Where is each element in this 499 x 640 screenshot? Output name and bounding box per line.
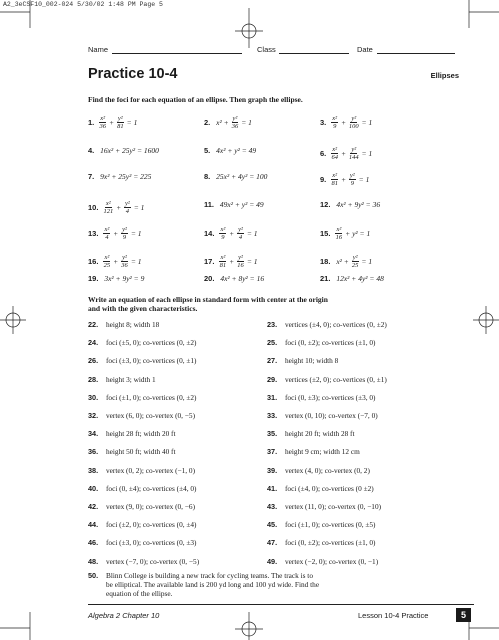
equation-text: = 1	[124, 118, 140, 127]
problem-number: 29.	[267, 374, 278, 384]
equation-text: = 1	[128, 257, 144, 266]
problem-number: 31.	[267, 392, 278, 402]
equation-number: 17.	[204, 257, 215, 266]
problem-item	[267, 520, 375, 529]
problem-text: height 8; width 18	[106, 320, 160, 329]
fraction: $\frac{\text{x²}}{4}$	[104, 226, 110, 241]
footer-lesson: Lesson 10-4 Practice	[358, 611, 429, 620]
equation-text: +	[227, 229, 237, 238]
equation-text: 25x² + 4y² = 100	[214, 172, 270, 181]
equation-text: +	[111, 229, 121, 238]
problem-number: 28.	[88, 374, 99, 384]
date-label: Date	[357, 45, 373, 54]
equation-text: + y² = 1	[343, 229, 373, 238]
problem-item	[88, 557, 199, 566]
problem-item	[267, 538, 375, 547]
equation-number: 3.	[320, 118, 327, 127]
equation-text: +	[339, 149, 348, 158]
problem-item	[88, 502, 195, 511]
fraction: $\frac{\text{y²}}{36}$	[121, 254, 128, 269]
equation-text: x² +	[334, 257, 351, 266]
page-title: Practice 10-4	[88, 66, 178, 82]
problem-number: 22.	[88, 320, 99, 329]
fraction: $\frac{\text{y²}}{4}$	[238, 226, 243, 241]
problem-text: height 20 ft; width 28 ft	[285, 429, 355, 439]
fraction: $\frac{\text{x²}}{9}$	[220, 226, 226, 241]
problem-number: 23.	[267, 320, 278, 329]
problem-item	[88, 484, 196, 493]
equation-item	[88, 274, 146, 283]
equation-number: 18.	[320, 257, 331, 266]
problem-text: foci (0, ±2); co-vertices (±1, 0)	[285, 538, 376, 548]
equation-text: = 1	[359, 118, 375, 127]
equation-text: 16x² + 25y² = 1600	[98, 146, 161, 155]
problem-number: 41.	[267, 483, 278, 493]
equation-item	[204, 254, 259, 269]
equation-text: = 1	[359, 257, 374, 266]
problem-number: 26.	[88, 356, 99, 366]
equation-item	[88, 254, 143, 269]
problem-item	[88, 375, 156, 384]
problem-number: 32.	[88, 411, 99, 420]
equation-item	[320, 172, 371, 187]
equation-text: 4x² + y² = 49	[214, 146, 259, 155]
problem-50-line: equation of the ellipse.	[106, 589, 173, 598]
instructions-standard-form: Write an equation of each ellipse in standard form with center at the origin and with the given characteristics.	[88, 295, 328, 313]
problem-number: 35.	[267, 429, 278, 439]
problem-item	[267, 320, 387, 329]
problem-text: foci (0, ±4); co-vertices (±4, 0)	[106, 483, 197, 493]
problem-item	[267, 466, 370, 475]
problem-text: vertices (±4, 0); co-vertices (0, ±2)	[285, 320, 387, 329]
problem-item	[267, 375, 387, 384]
equation-number: 20.	[204, 274, 215, 283]
problem-text: height 50 ft; width 40 ft	[106, 447, 176, 457]
equation-item	[88, 172, 153, 181]
problem-item	[267, 356, 338, 365]
problem-number: 27.	[267, 356, 278, 366]
equation-text: 9x² + 25y² = 225	[98, 172, 154, 181]
equation-number: 4.	[88, 146, 95, 155]
problem-number: 36.	[88, 447, 99, 457]
equation-item	[320, 146, 374, 161]
problem-number: 43.	[267, 502, 278, 511]
fraction: $\frac{\text{y²}}{144}$	[348, 146, 359, 161]
equation-number: 2.	[204, 118, 211, 127]
equation-number: 13.	[88, 229, 99, 238]
equation-number: 14.	[204, 229, 215, 238]
problem-text: vertex (0, 2); co-vertex (−1, 0)	[106, 465, 196, 475]
problem-number: 44.	[88, 520, 99, 530]
equation-text: 3x² + 9y² = 9	[102, 274, 147, 283]
problem-item	[267, 484, 374, 493]
equation-item	[320, 274, 386, 283]
fraction: $\frac{\text{y²}}{100}$	[348, 115, 359, 130]
equation-number: 11.	[204, 200, 215, 209]
print-slug: A2_3eCSF10_002-024 5/30/02 1:48 PM Page 5	[3, 1, 163, 8]
fraction: $\frac{\text{y²}}{81}$	[117, 115, 124, 130]
problem-item	[267, 447, 360, 456]
equation-text: +	[339, 175, 348, 184]
problem-number: 47.	[267, 538, 278, 548]
problem-text: foci (±3, 0); co-vertices (0, ±1)	[106, 356, 197, 366]
class-field[interactable]	[279, 53, 349, 54]
problem-text: foci (±5, 0); co-vertices (0, ±2)	[106, 338, 197, 348]
fraction: $\frac{\text{x²}}{9}$	[332, 115, 338, 130]
problem-number: 40.	[88, 483, 99, 493]
problem-text: height 28 ft; width 20 ft	[106, 429, 176, 439]
problem-number: 50.	[88, 571, 99, 580]
equation-item	[88, 200, 146, 215]
problem-item	[267, 393, 375, 402]
equation-text: +	[107, 118, 116, 127]
fraction: $\frac{\text{x²}}{81}$	[219, 254, 227, 269]
problem-number: 30.	[88, 392, 99, 402]
problem-50	[88, 571, 319, 598]
problem-item	[267, 411, 378, 420]
problem-text: vertex (−2, 0); co-vertex (0, −1)	[285, 556, 379, 566]
equation-text: x² +	[214, 118, 231, 127]
page-number: 5	[456, 608, 471, 622]
instructions-foci: Find the foci for each equation of an ellipse. Then graph the ellipse.	[88, 95, 303, 104]
equation-item	[88, 146, 161, 155]
problem-number: 25.	[267, 338, 278, 348]
date-field[interactable]	[377, 53, 455, 54]
problem-item	[88, 429, 176, 438]
footer-book: Algebra 2 Chapter 10	[88, 611, 160, 620]
problem-number: 33.	[267, 411, 278, 420]
problem-number: 38.	[88, 465, 99, 475]
problem-item	[267, 557, 378, 566]
problem-text: height 3; width 1	[106, 374, 156, 384]
problem-item	[267, 338, 375, 347]
problem-number: 42.	[88, 502, 99, 511]
equation-number: 16.	[88, 257, 99, 266]
fraction: $\frac{\text{y²}}{4}$	[125, 200, 130, 215]
problem-text: foci (±3, 0); co-vertices (0, ±3)	[106, 538, 197, 548]
equation-text: 4x² + 9y² = 36	[334, 200, 382, 209]
equation-number: 6.	[320, 149, 327, 158]
problem-text: vertex (9, 0); co-vertex (0, −6)	[106, 502, 196, 511]
problem-item	[88, 411, 195, 420]
equation-text: = 1	[359, 149, 375, 158]
problem-text: foci (±1, 0); co-vertices (0, ±5)	[285, 520, 376, 530]
equation-item	[88, 115, 139, 130]
equation-item	[204, 172, 269, 181]
problem-text: vertex (4, 0); co-vertex (0, 2)	[285, 465, 370, 475]
fraction: $\frac{\text{y²}}{16}$	[237, 254, 244, 269]
equation-text: +	[114, 203, 123, 212]
problem-item	[267, 502, 381, 511]
problem-item	[88, 393, 196, 402]
equation-item	[320, 254, 374, 269]
equation-text: 49x² + y² = 49	[218, 200, 266, 209]
problem-number: 48.	[88, 556, 99, 566]
problem-item	[88, 320, 159, 329]
equation-number: 9.	[320, 175, 327, 184]
equation-text: = 1	[131, 203, 147, 212]
equation-item	[320, 200, 382, 209]
problem-text: vertex (0, 10); co-vertex (−7, 0)	[285, 411, 378, 420]
problem-number: 34.	[88, 429, 99, 439]
fraction: $\frac{\text{y²}}{36}$	[231, 115, 239, 130]
problem-text: vertex (6, 0); co-vertex (0, −5)	[106, 411, 196, 420]
problem-number: 37.	[267, 447, 278, 457]
equation-number: 12.	[320, 200, 331, 209]
equation-number: 5.	[204, 146, 211, 155]
fraction: $\frac{\text{x²}}{81}$	[331, 172, 338, 187]
equation-text: +	[227, 257, 237, 266]
equation-item	[320, 226, 372, 241]
equation-number: 10.	[88, 203, 99, 212]
fraction: $\frac{\text{y²}}{9}$	[349, 172, 355, 187]
equation-text: +	[339, 118, 348, 127]
equation-text: 4x² + 8y² = 16	[218, 274, 266, 283]
problem-text: foci (±1, 0); co-vertices (0, ±2)	[106, 392, 197, 402]
equation-item	[204, 200, 266, 209]
problem-text: foci (±2, 0); co-vertices (0, ±4)	[106, 520, 197, 530]
equation-item	[204, 146, 258, 155]
problem-text: height 10; width 8	[285, 356, 339, 366]
fraction: $\frac{\text{y²}}{9}$	[122, 226, 127, 241]
problem-number: 46.	[88, 538, 99, 548]
equation-item	[88, 226, 143, 241]
problem-text: height 9 cm; width 12 cm	[285, 447, 360, 457]
equation-item	[204, 274, 266, 283]
problem-text: foci (0, ±3); co-vertices (±3, 0)	[285, 392, 376, 402]
problem-item	[88, 520, 196, 529]
problem-item	[88, 338, 196, 347]
equation-text: = 1	[128, 229, 144, 238]
equation-number: 7.	[88, 172, 95, 181]
fraction: $\frac{\text{x²}}{64}$	[331, 146, 338, 161]
fraction: $\frac{\text{x²}}{16}$	[335, 226, 343, 241]
problem-number: 45.	[267, 520, 278, 530]
equation-text: = 1	[244, 257, 260, 266]
equation-text: = 1	[356, 175, 372, 184]
fraction: $\frac{\text{x²}}{121}$	[103, 200, 114, 215]
problem-50-line: Blinn College is building a new track for cycling teams. The track is to	[106, 571, 313, 580]
equation-item	[204, 226, 259, 241]
name-field[interactable]	[112, 53, 242, 54]
problem-item	[88, 538, 196, 547]
equation-text: = 1	[239, 118, 254, 127]
equation-number: 19.	[88, 274, 99, 283]
problem-item	[88, 447, 176, 456]
equation-number: 1.	[88, 118, 95, 127]
equation-number: 8.	[204, 172, 211, 181]
problem-text: foci (0, ±2); co-vertices (±1, 0)	[285, 338, 376, 348]
problem-text: vertex (11, 0); co-vertex (0, −10)	[285, 502, 382, 511]
equation-number: 15.	[320, 229, 331, 238]
footer-rule	[88, 604, 474, 605]
problem-item	[88, 356, 196, 365]
problem-text: vertices (±2, 0); co-vertices (0, ±1)	[285, 374, 387, 384]
fraction: $\frac{\text{y²}}{25}$	[351, 254, 359, 269]
problem-item	[267, 429, 355, 438]
problem-number: 49.	[267, 556, 278, 566]
equation-text: 12x² + 4y² = 48	[334, 274, 386, 283]
equation-item	[204, 115, 254, 130]
problem-text: foci (±4, 0); co-vertices (0 ±2)	[285, 483, 374, 493]
problem-number: 39.	[267, 465, 278, 475]
equation-text: +	[111, 257, 121, 266]
name-label: Name	[88, 45, 109, 54]
topic-label: Ellipses	[430, 71, 459, 80]
equation-text: = 1	[244, 229, 260, 238]
fraction: $\frac{\text{x²}}{25}$	[103, 254, 111, 269]
problem-number: 24.	[88, 338, 99, 348]
problem-item	[88, 466, 195, 475]
class-label: Class	[257, 45, 276, 54]
equation-number: 21.	[320, 274, 331, 283]
problem-text: vertex (−7, 0); co-vertex (0, −5)	[106, 556, 200, 566]
fraction: $\frac{\text{x²}}{36}$	[99, 115, 106, 130]
problem-50-line: be elliptical. The available land is 200 yd long and 100 yd wide. Find the	[106, 580, 320, 589]
equation-item	[320, 115, 374, 130]
